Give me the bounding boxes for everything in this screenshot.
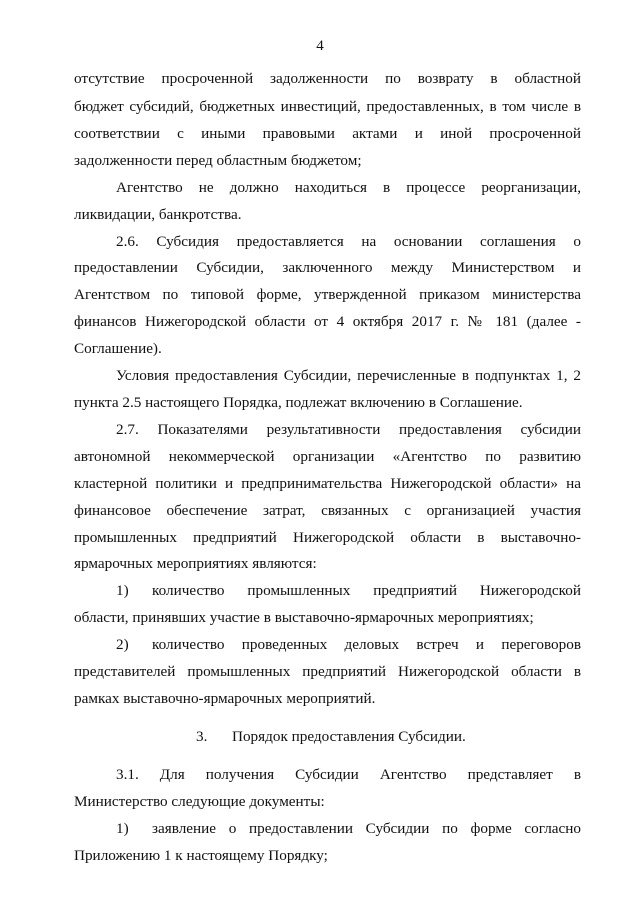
- text-line: области, принявших участие в выставочно-ярмарочных мероприятиях;: [74, 609, 534, 626]
- text-line: представителей промышленных предприятий Нижегородской области в: [74, 663, 581, 680]
- list-number: 2): [116, 636, 129, 653]
- text-line: предоставлении Субсидии, заключенного между Министерством и: [74, 259, 581, 276]
- text-line: соответствии с иными правовыми актами и иной просроченной: [74, 125, 581, 142]
- text-line: отсутствие просроченной задолженности по возврату в областной: [74, 70, 581, 87]
- text-line: финансов Нижегородской области от 4 октября 2017 г. № 181 (далее -: [74, 313, 581, 330]
- list-number: 1): [116, 820, 129, 837]
- text-line: ликвидации, банкротства.: [74, 206, 242, 223]
- text-line: автономной некоммерческой организации «Агентство по развитию: [74, 448, 581, 465]
- text-line: заявление о предоставлении Субсидии по форме согласно: [152, 820, 581, 837]
- text-line: задолженности перед областным бюджетом;: [74, 152, 362, 169]
- text-line: Приложению 1 к настоящему Порядку;: [74, 847, 328, 864]
- section-heading-title: Порядок предоставления Субсидии.: [232, 728, 466, 745]
- text-line: Агентством по типовой форме, утвержденной приказом министерства: [74, 286, 581, 303]
- text-line: Агентство не должно находиться в процессе реорганизации,: [116, 179, 581, 196]
- text-line: бюджет субсидий, бюджетных инвестиций, предоставленных, в том числе в: [74, 98, 581, 115]
- text-line: пункта 2.5 настоящего Порядка, подлежат включению в Соглашение.: [74, 394, 523, 411]
- page-number: 4: [316, 38, 324, 54]
- text-line: 2.7. Показателями результативности предоставления субсидии: [116, 421, 581, 438]
- section-heading-number: 3.: [196, 728, 208, 745]
- text-line: 3.1. Для получения Субсидии Агентство представляет в: [116, 766, 581, 783]
- text-line: количество проведенных деловых встреч и переговоров: [152, 636, 581, 653]
- text-line: финансовое обеспечение затрат, связанных с организацией участия: [74, 502, 581, 519]
- text-line: количество промышленных предприятий Нижегородской: [152, 582, 581, 599]
- text-line: Министерство следующие документы:: [74, 793, 325, 810]
- text-line: промышленных предприятий Нижегородской области в выставочно-: [74, 529, 581, 546]
- text-line: Условия предоставления Субсидии, перечисленные в подпунктах 1, 2: [116, 367, 581, 384]
- text-line: Соглашение).: [74, 340, 162, 357]
- text-line: 2.6. Субсидия предоставляется на основании соглашения о: [116, 233, 581, 250]
- list-number: 1): [116, 582, 129, 599]
- text-line: кластерной политики и предпринимательства Нижегородской области» на: [74, 475, 581, 492]
- text-line: рамках выставочно-ярмарочных мероприятий.: [74, 690, 376, 707]
- text-line: ярмарочных мероприятиях являются:: [74, 555, 317, 572]
